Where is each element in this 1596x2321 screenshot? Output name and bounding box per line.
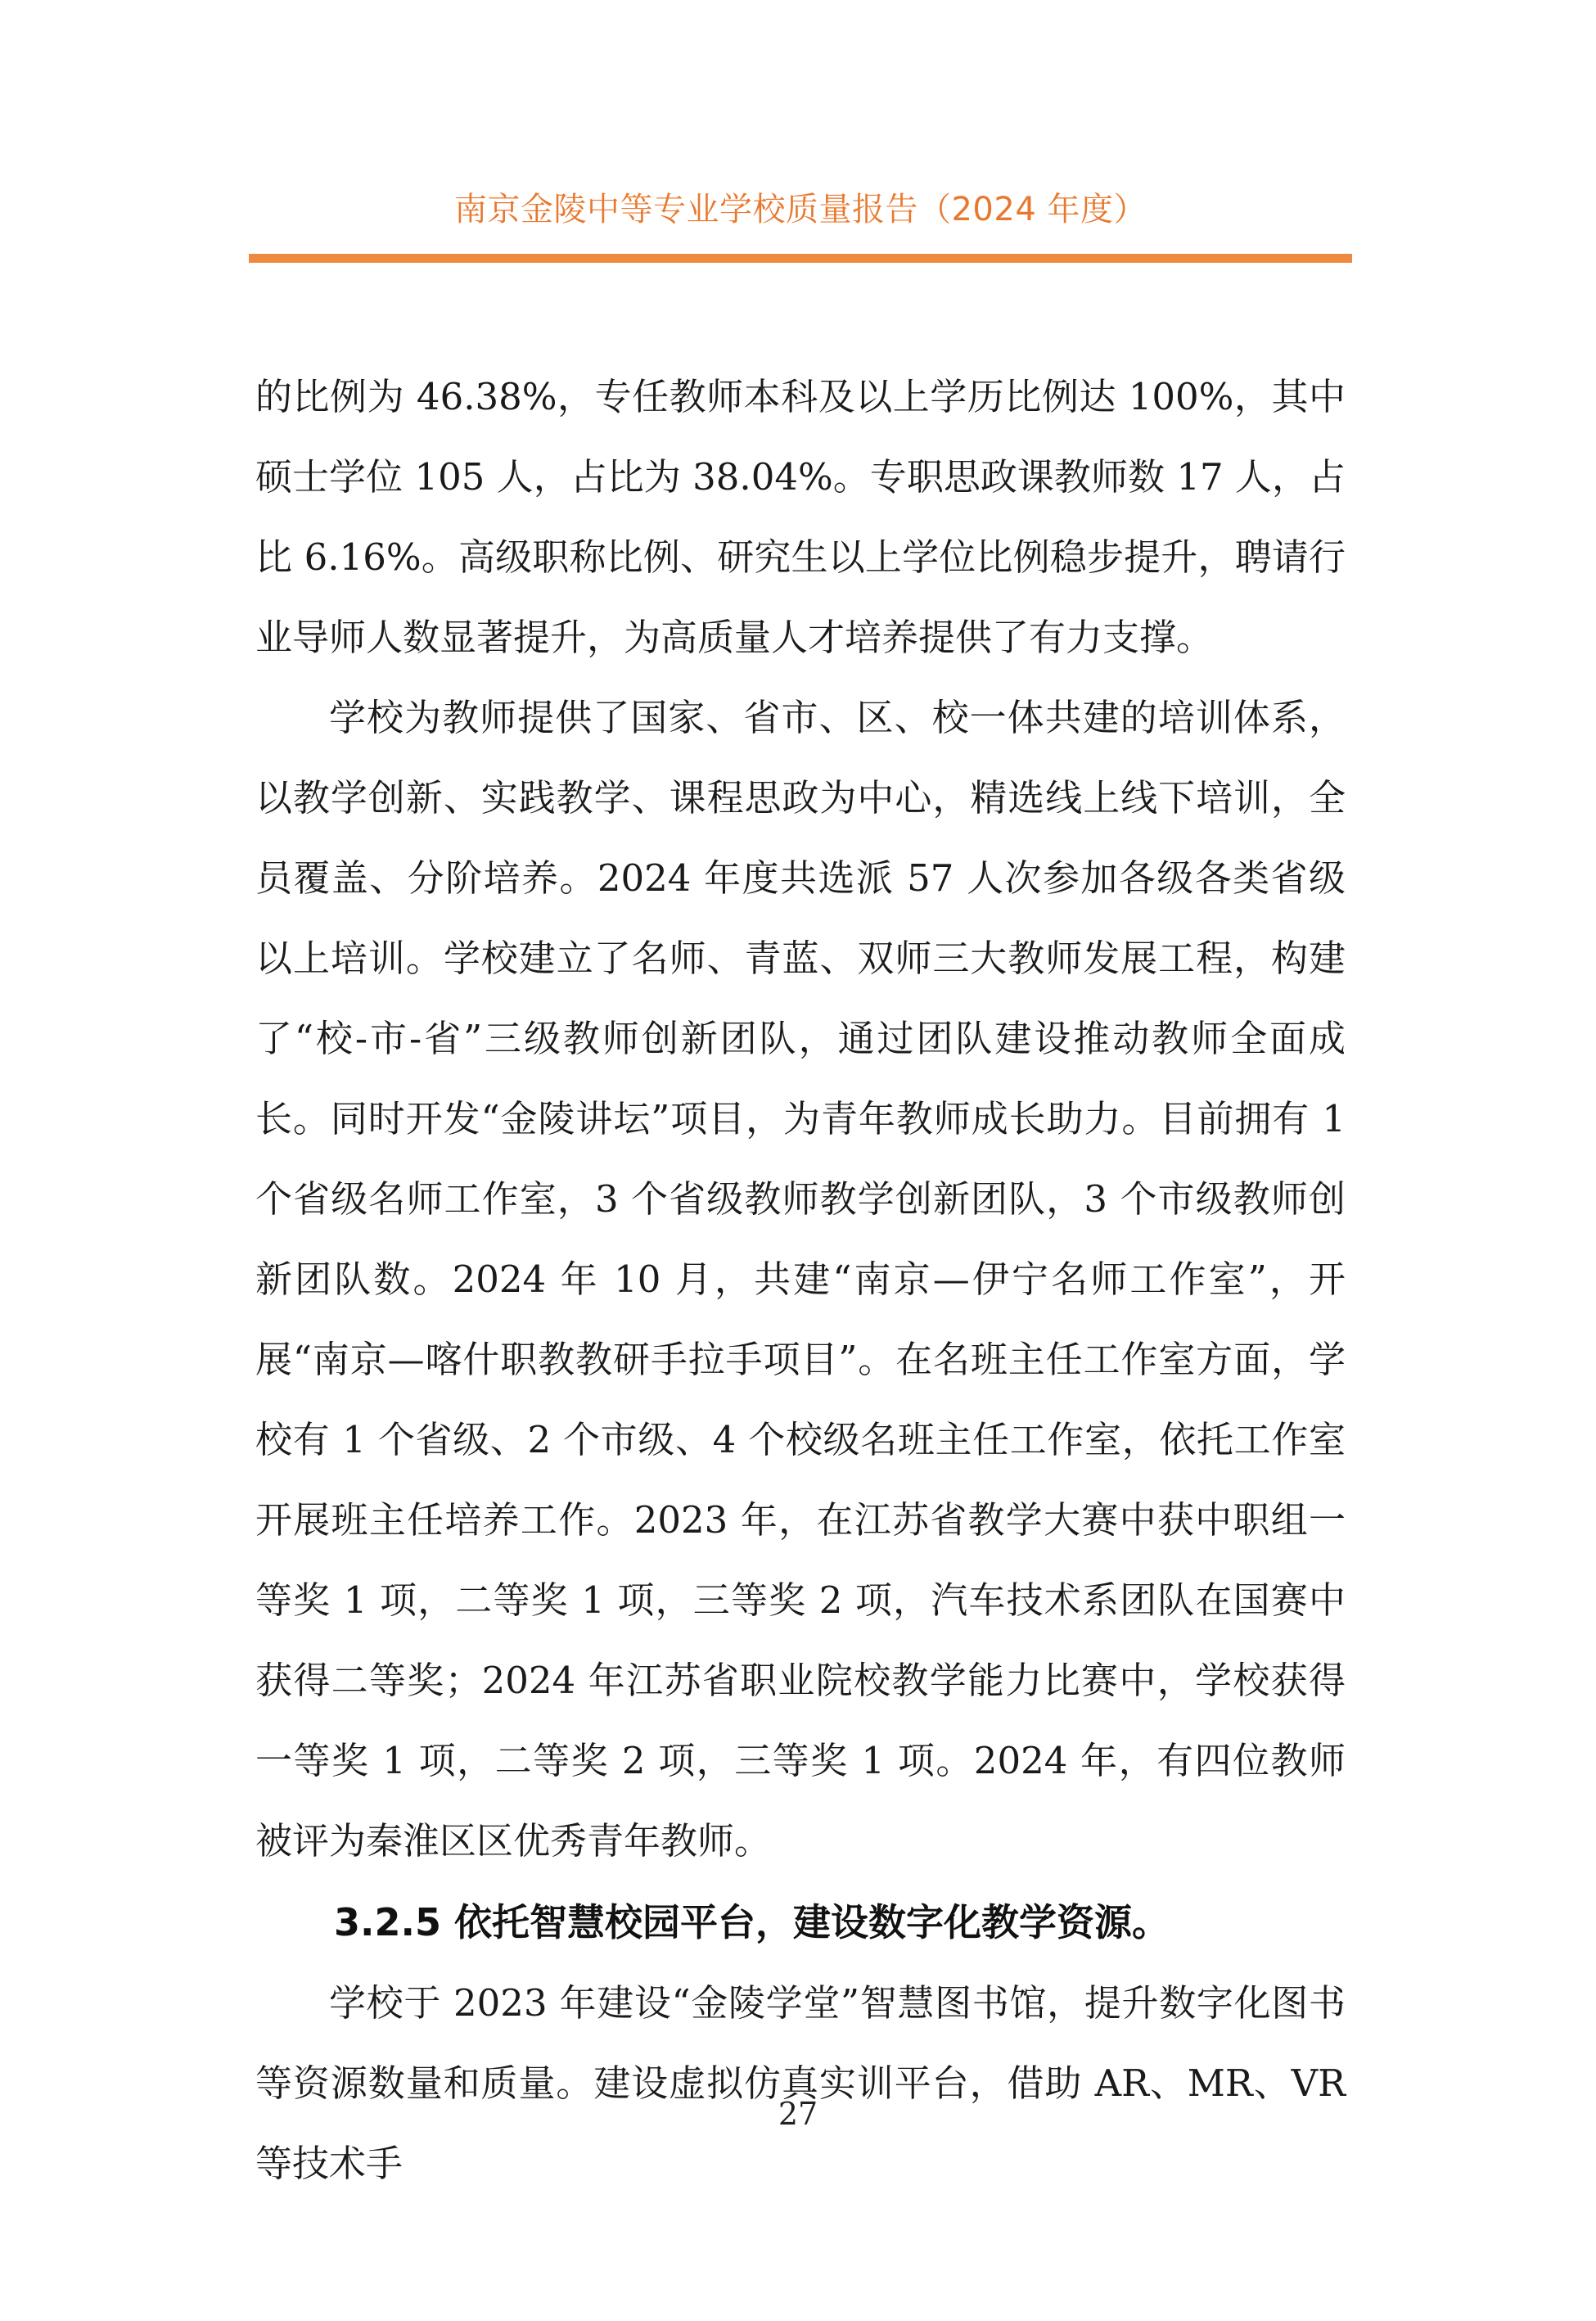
paragraph-teacher-qualifications: 的比例为 46.38%，专任教师本科及以上学历比例达 100%，其中硕士学位 105 人，占比为 38.04%。专职思政课教师数 17 人，占比 6.16%。高级职称比例、研究生以上学位比例稳步提升，聘请行业导师人数显著提升，为高质量人才培养提供了有力支撑。 [255, 375, 1346, 659]
page-number: 27 [778, 2096, 818, 2132]
report-title: 南京金陵中等专业学校质量报告（2024 年度） [453, 191, 1147, 228]
paragraph-teacher-training: 学校为教师提供了国家、省市、区、校一体共建的培训体系，以教学创新、实践教学、课程思政为中心，精选线上线下培训，全员覆盖、分阶培养。2024 年度共选派 57 人次参加各级各类省级以上培训。学校建立了名师、青蓝、双师三大教师发展工程，构建了“校-市-省”三级教师创新团队，通过团队建设推动教师全面成长。同时开发“金陵讲坛”项目，为青年教师成长助力。目前拥有 1 个省级名师工作室，3 个省级教师教学创新团队，3 个市级教师创新团队数。2024 年 10 月，共建“南京—伊宁名师工作室”，开展“南京—喀什职教教研手拉手项目”。在名班主任工作室方面，学校有 1 个省级、2 个市级、4 个校级名班主任工作室，依托工作室开展班主任培养工作。2023 年，在江苏省教学大赛中获中职组一等奖 1 项，二等奖 1 项，三等奖 2 项，汽车技术系团队在国赛中获得二等奖；2024 年江苏省职业院校教学能力比赛中，学校获得一等奖 1 项，二等奖 2 项，三等奖 1 项。2024 年，有四位教师被评为秦淮区区优秀青年教师。 [255, 696, 1346, 1863]
page-header [249, 193, 1352, 226]
header-divider [249, 254, 1352, 263]
section-heading-3-2-5: 3.2.5 依托智慧校园平台，建设数字化教学资源。 [334, 1900, 1170, 1944]
paragraph-digital-resources: 学校于 2023 年建设“金陵学堂”智慧图书馆，提升数字化图书等资源数量和质量。建设虚拟仿真实训平台，借助 AR、MR、VR 等技术手 [255, 1981, 1346, 2185]
page-body [255, 357, 1346, 2204]
